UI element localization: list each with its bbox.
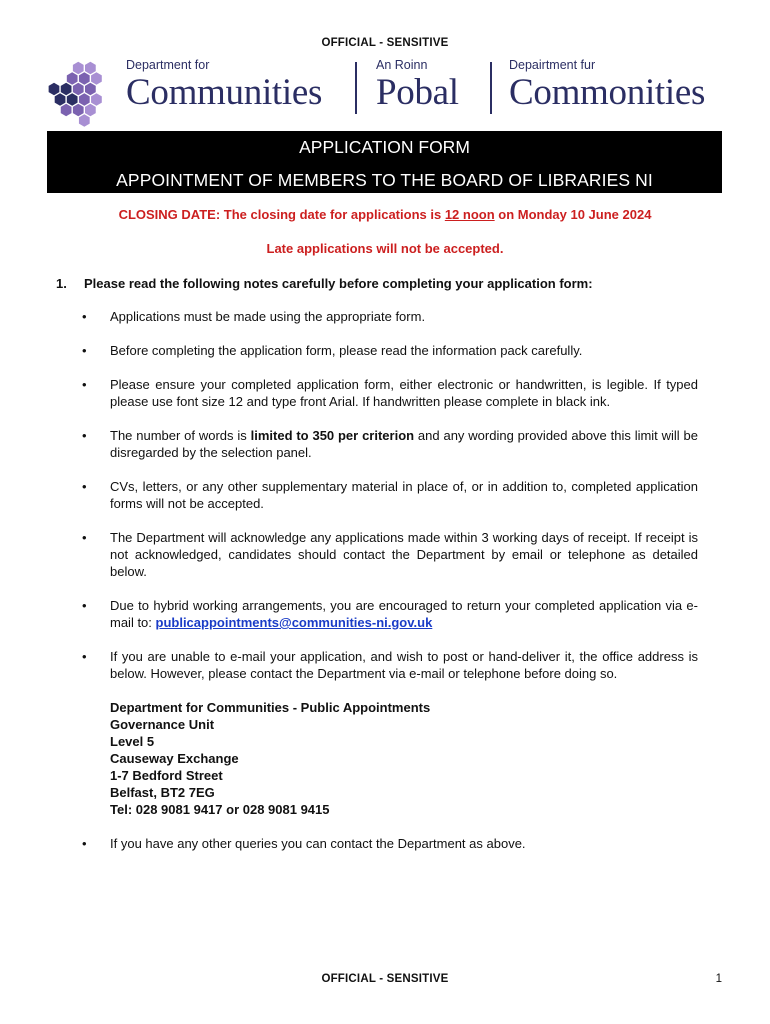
list-item: • If you have any other queries you can contact the Department as above.: [82, 835, 698, 852]
logo-hexagon: [73, 83, 84, 95]
brand-irish-big: Pobal: [376, 72, 459, 113]
address-line: 1-7 Bedford Street: [110, 768, 223, 783]
list-item: • Please ensure your completed application form, either electronic or handwritten, is legible. If typed please use font size 12 and type front Arial. If handwritten please complete in black ink.: [82, 376, 698, 410]
security-marking-top: OFFICIAL - SENSITIVE: [321, 37, 449, 49]
form-title: APPLICATION FORM: [299, 137, 470, 157]
brand-english-small: Department for: [126, 58, 210, 72]
brand-irish: [376, 56, 459, 111]
brand-english-big: Communities: [126, 72, 323, 113]
logo-hexagon: [91, 72, 102, 84]
closing-time: 12 noon: [444, 207, 495, 222]
security-marking-bottom: OFFICIAL - SENSITIVE: [321, 973, 449, 985]
email-instruction: Due to hybrid working arrangements, you are encouraged to return your completed application via e-mail to:: [110, 598, 698, 630]
section-heading-text: Please read the following notes carefully before completing your application form:: [84, 276, 593, 291]
logo-hexagon: [73, 62, 84, 74]
list-item: • CVs, letters, or any other supplementary material in place of, or in addition to, completed application forms will not be accepted.: [82, 478, 698, 512]
hexagon-cluster-logo-icon: [46, 60, 112, 128]
brand-divider: [355, 62, 357, 114]
logo-hexagon: [73, 104, 84, 116]
logo-hexagon: [85, 104, 96, 116]
section-heading: [56, 276, 593, 291]
address-line: Causeway Exchange: [110, 751, 239, 766]
list-item: [82, 648, 698, 818]
logo-hexagon: [79, 72, 90, 84]
list-item: • The Department will acknowledge any applications made within 3 working days of receipt. If receipt is not acknowledged, candidates should contact the Department by email or telephone as detailed below.: [82, 529, 698, 580]
closing-date-prefix: CLOSING DATE: The closing date for applications is: [118, 207, 445, 222]
closing-date-suffix: on Monday 10 June 2024: [494, 207, 652, 222]
list-item: • Applications must be made using the appropriate form.: [82, 308, 698, 325]
logo-hexagon: [55, 93, 66, 105]
logo-hexagon: [61, 104, 72, 116]
address-line: Belfast, BT2 7EG: [110, 785, 215, 800]
list-item: • Before completing the application form, please read the information pack carefully.: [82, 342, 698, 359]
word-limit-pre: The number of words is: [110, 428, 251, 443]
brand-english: [126, 56, 322, 111]
instructions-list: [82, 308, 698, 852]
logo-hexagon: [67, 93, 78, 105]
late-applications-notice: Late applications will not be accepted.: [266, 241, 504, 256]
title-banner: [47, 131, 722, 193]
section-number: 1.: [56, 276, 67, 291]
postal-address: [110, 699, 698, 818]
logo-hexagon: [85, 62, 96, 74]
logo-hexagon: [61, 83, 72, 95]
brand-ulster-scots: [509, 56, 705, 111]
logo-hexagon: [85, 83, 96, 95]
page-number: 1: [715, 973, 722, 985]
address-line: Level 5: [110, 734, 155, 749]
logo-hexagon: [79, 93, 90, 105]
postal-instruction: If you are unable to e-mail your application, and wish to post or hand-deliver it, the office address is below. However, please contact the Department via e-mail or telephone before doing so.: [110, 649, 698, 681]
address-line: Department for Communities - Public Appointments: [110, 700, 431, 715]
word-limit: limited to 350 per criterion: [250, 428, 415, 443]
brand-ulster-scots-small: Depairtment fur: [509, 58, 596, 72]
list-item: [82, 597, 698, 631]
address-line: Governance Unit: [110, 717, 215, 732]
brand-irish-small: An Roinn: [376, 58, 428, 72]
address-phone: Tel: 028 9081 9417 or 028 9081 9415: [110, 802, 330, 817]
logo-hexagon: [79, 114, 90, 126]
logo-hexagon: [91, 93, 102, 105]
logo-hexagon: [49, 83, 60, 95]
brand-divider: [490, 62, 492, 114]
email-link[interactable]: publicappointments@communities-ni.gov.uk: [155, 615, 433, 630]
form-subtitle: APPOINTMENT OF MEMBERS TO THE BOARD OF LIBRARIES NI: [116, 170, 653, 190]
closing-date-notice: [0, 207, 770, 222]
list-item: [82, 427, 698, 461]
brand-ulster-scots-big: Commonities: [509, 72, 706, 113]
word-limit-post: and any wording provided above this limit will be disregarded by the selection panel.: [110, 428, 698, 460]
logo-hexagon: [67, 72, 78, 84]
department-logo: [46, 56, 736, 120]
